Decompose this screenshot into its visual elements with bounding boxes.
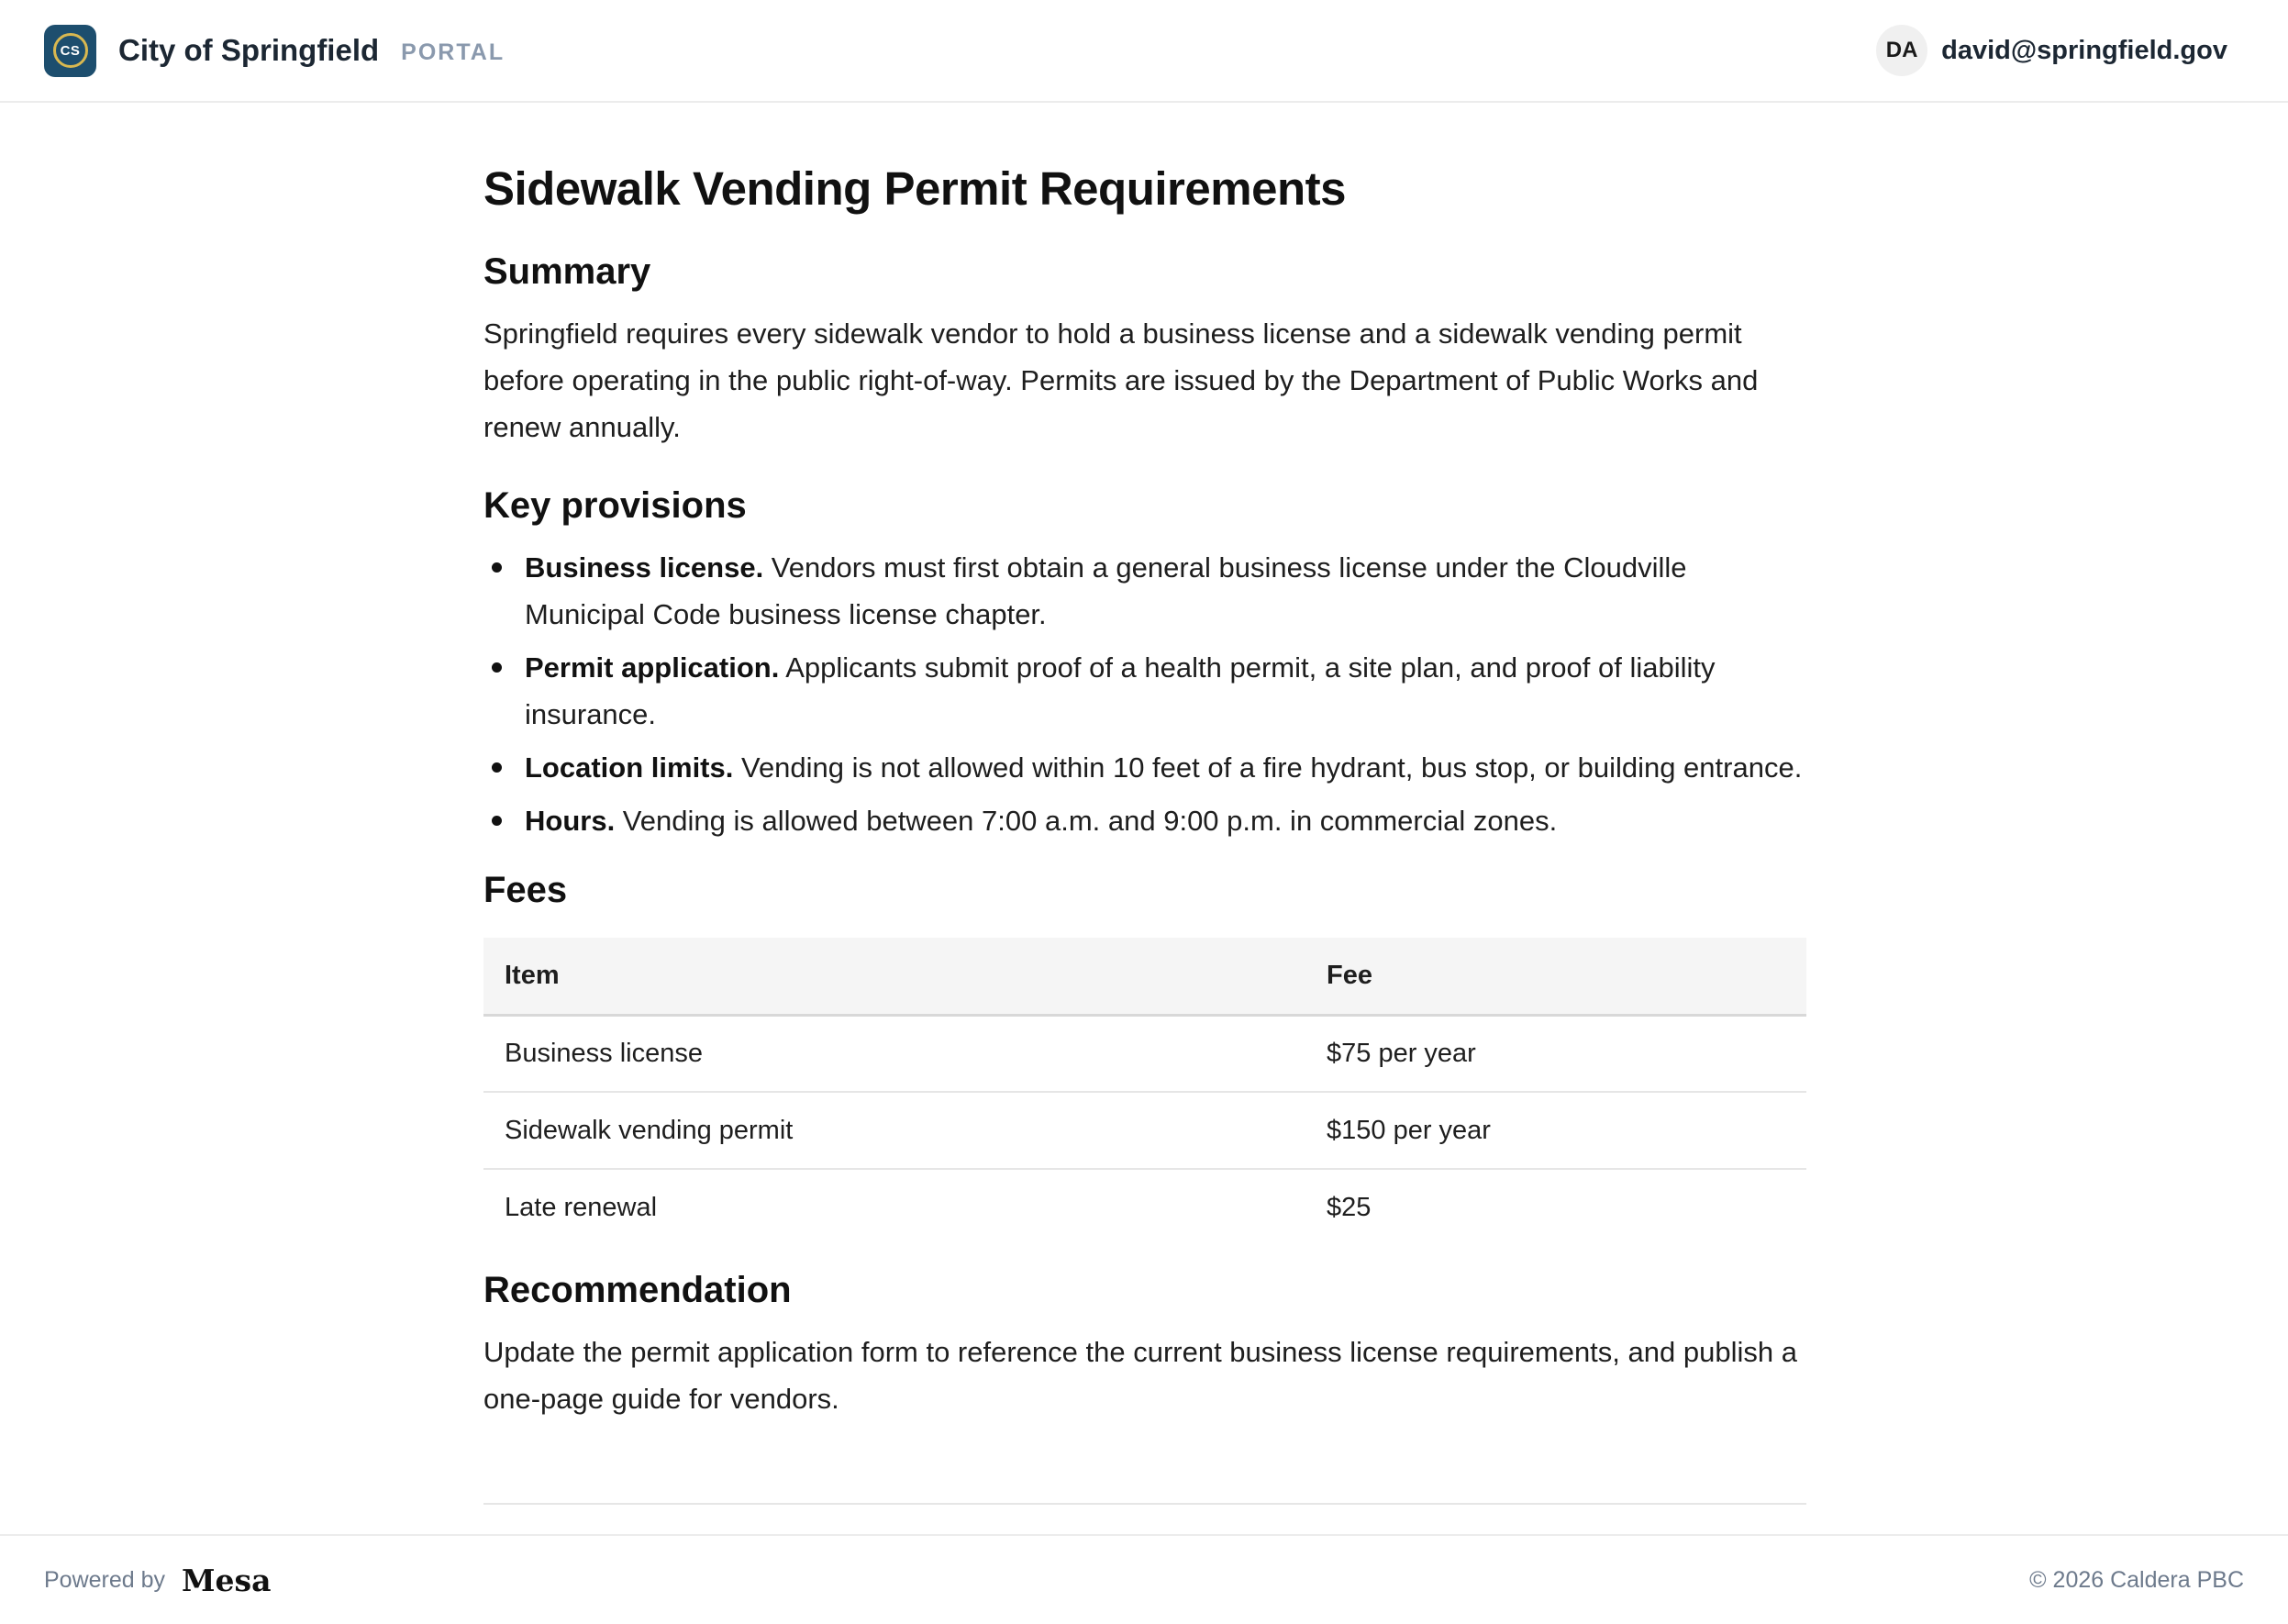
- table-row: [483, 1015, 1806, 1092]
- list-item: [483, 544, 1806, 638]
- fee-amount: $150 per year: [1305, 1092, 1806, 1169]
- fee-item: Business license: [483, 1015, 1305, 1092]
- fees-heading: Fees: [483, 870, 568, 910]
- list-item: [483, 644, 1806, 738]
- column-header-fee: Fee: [1305, 938, 1806, 1015]
- provision-text: Vending is not allowed within 10 feet of a fire hydrant, bus stop, or building entrance.: [733, 751, 1803, 784]
- table-row: [483, 1092, 1806, 1169]
- list-item: [483, 744, 1806, 791]
- summary-text: Springfield requires every sidewalk vendor to hold a business license and a sidewalk vending permit before operating in the public right-of-way. Permits are issued by the Department of Public Works and renew annually.: [483, 317, 1759, 443]
- avatar[interactable]: DA: [1876, 25, 1927, 76]
- recommendation-text: Update the permit application form to reference the current business license requirements, and publish a one-page guide for vendors.: [483, 1336, 1797, 1415]
- fees-table: [483, 938, 1806, 1246]
- table-header-row: [483, 938, 1806, 1015]
- recommendation-heading: Recommendation: [483, 1270, 792, 1310]
- user-email[interactable]: david@springfield.gov: [1941, 35, 2227, 65]
- brand-tag: PORTAL: [401, 39, 505, 65]
- copyright: © 2026 Caldera PBC: [2029, 1566, 2244, 1593]
- column-header-item: Item: [483, 938, 1305, 1015]
- mesa-logo[interactable]: Mesa: [182, 1562, 272, 1598]
- provision-text: Vending is allowed between 7:00 a.m. and 9:00 p.m. in commercial zones.: [615, 805, 1558, 837]
- logo-initials: CS: [53, 33, 88, 68]
- provision-label: Location limits.: [525, 751, 734, 784]
- city-logo-icon[interactable]: [44, 25, 96, 77]
- footer: [0, 1534, 2288, 1624]
- provision-text: Vendors must first obtain a general business license under the Cloudville Municipal Code business license chapter.: [525, 551, 1687, 630]
- top-bar: [0, 0, 2288, 103]
- provision-label: Permit application.: [525, 651, 780, 684]
- user-menu[interactable]: [1876, 25, 2244, 76]
- fee-amount: $25: [1327, 1193, 1372, 1222]
- content-divider: [483, 1503, 1806, 1505]
- page-title: Sidewalk Vending Permit Requirements: [483, 162, 1346, 215]
- provisions-list: [483, 544, 1806, 844]
- fee-item: Late renewal: [505, 1193, 658, 1222]
- provision-text: Applicants submit proof of a health permit, a site plan, and proof of liability insurance.: [525, 651, 1716, 730]
- provision-label: Hours.: [525, 805, 616, 837]
- list-item: [483, 797, 1806, 844]
- fee-amount: $75 per year: [1305, 1015, 1806, 1092]
- provisions-heading: Key provisions: [483, 485, 747, 526]
- powered-by-label: Powered by: [44, 1566, 166, 1593]
- table-row: [483, 1169, 1806, 1246]
- provision-label: Business license.: [525, 551, 764, 584]
- document-content: [483, 156, 1806, 1422]
- summary-heading: Summary: [483, 251, 651, 292]
- fee-item: Sidewalk vending permit: [483, 1092, 1305, 1169]
- brand-name[interactable]: City of Springfield: [118, 33, 380, 67]
